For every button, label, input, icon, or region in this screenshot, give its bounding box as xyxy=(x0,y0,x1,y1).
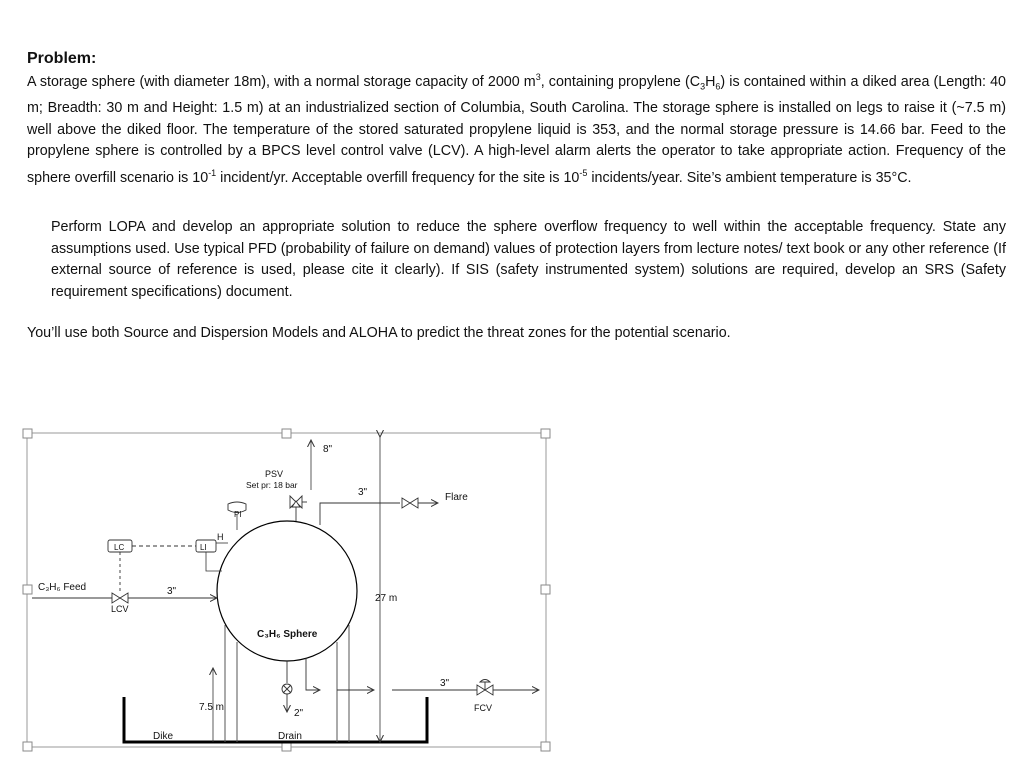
leg-height-label: 7.5 m xyxy=(199,702,225,713)
flare-label: Flare xyxy=(445,492,468,503)
lcv-valve-icon xyxy=(112,593,128,603)
flare-line-size: 3" xyxy=(358,487,368,498)
outlet-size: 3" xyxy=(440,678,450,689)
psv-valve-icon xyxy=(290,496,307,521)
drain-size: 2" xyxy=(294,708,304,719)
lcv-label: LCV xyxy=(111,604,129,614)
flare-valve-icon xyxy=(402,498,418,508)
propylene-sphere xyxy=(217,521,357,661)
fcv-label: FCV xyxy=(474,703,492,713)
drain-valve-icon xyxy=(282,684,292,694)
problem-heading: Problem: xyxy=(27,50,97,67)
sphere-label: C₃H₆ Sphere xyxy=(257,629,318,640)
drain-label: Drain xyxy=(278,731,302,742)
feed-label: C₃H₆ Feed xyxy=(38,582,87,593)
outlet-line-stub xyxy=(306,658,320,690)
lc-label: LC xyxy=(114,543,125,552)
height-label: 27 m xyxy=(375,593,398,604)
flare-line xyxy=(320,503,400,525)
task-description: Perform LOPA and develop an appropriate solution to reduce the sphere overflow frequency to well within the acceptable frequency. State any assumptions used. Use typical PFD (probability of failure on demand) values of protection layers from lecture notes/ text book or any other reference (If external source of reference is used, please cite it clearly). If SIS (safety instrumented system) solutions are required, develop an SRS (Safety requirement specifications) document. xyxy=(51,219,1006,300)
top-nozzle-size: 8" xyxy=(323,444,333,455)
li-label: LI xyxy=(200,543,207,552)
feed-size: 3" xyxy=(167,586,177,597)
pi-label: PI xyxy=(234,510,242,519)
li-line xyxy=(206,552,222,571)
dike-label: Dike xyxy=(153,731,174,742)
problem-description: A storage sphere (with diameter 18m), with a normal storage capacity of 2000 $m^3$, containing propylene $(C_3H_6)$ is contained within a diked area (Length: 40 m; Breadth: 30 m and Height: 1.5 m) at an industrialized section of Columbia, South Carolina. The storage sphere is installed on legs to raise it (~7.5 m) well above the diked floor. The temperature of the stored saturated propylene liquid is 353, and the normal storage pressure is 14.66 bar. Feed to the propylene sphere is controlled by a BPCS level control valve (LCV). A high-level alarm alerts the operator to take appropriate action. Frequency of the sphere overfill scenario is $10^{-1}$ incident/yr. Acceptable overfill frequency for the site is $10^{-5}$ incidents/year. Site’s ambient temperature is 35°C. xyxy=(27,72,1006,186)
fcv-valve-icon xyxy=(477,680,493,696)
high-alarm-label: H xyxy=(217,532,224,542)
psv-label: PSV xyxy=(265,469,284,479)
psv-setpoint: Set pr: 18 bar xyxy=(246,480,298,490)
modeling-note: You’ll use both Source and Dispersion Models and ALOHA to predict the threat zones for the potential scenario. xyxy=(27,325,731,341)
